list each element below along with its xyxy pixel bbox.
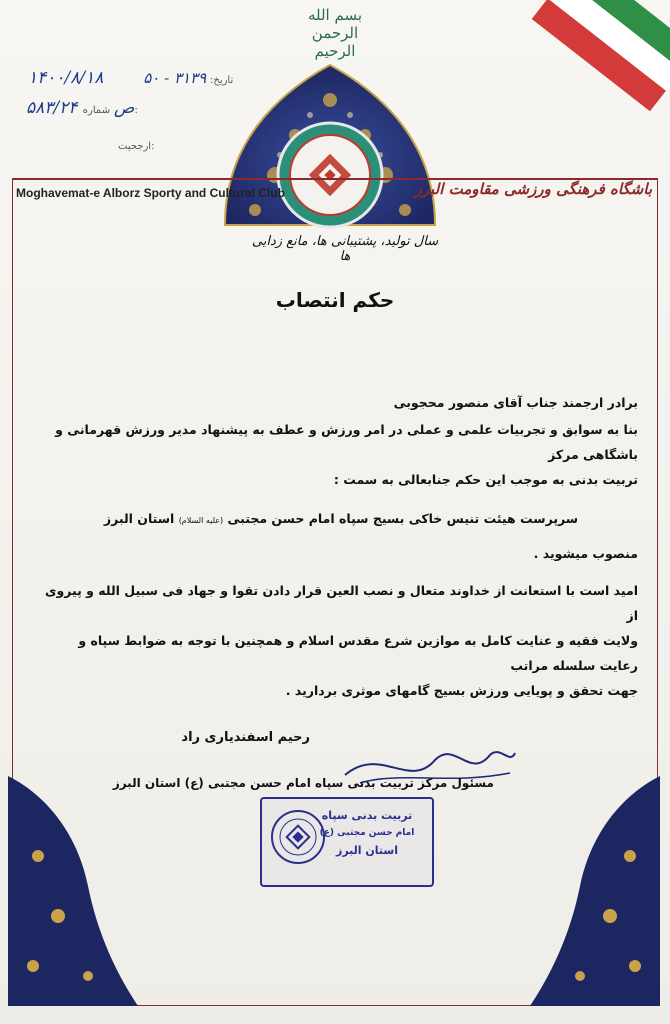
hope-line-1: امید است با استعانت از خداوند متعال و نصب العین قرار دادن تقوا و جهاد فی سبیل الله و پیروی از [45,583,638,623]
number-row [26,98,138,118]
club-name-persian: باشگاه فرهنگی ورزشی مقاومت البرز [414,180,652,198]
bismillah-calligraphy: بسم الله الرحمن الرحیم [307,6,363,60]
addressee: برادر ارجمند جناب آقای منصور محجوبی [393,395,638,410]
attachment-row [118,138,154,152]
club-name-english: Moghavemat-e Alborz Sporty and Cultural Club [16,186,285,200]
hope-line-3: جهت تحقق و پویایی ورزش بسیج گامهای موثری بردارید . [285,683,638,698]
official-stamp [260,797,434,887]
page-title: حکم انتصاب [275,288,395,312]
role-main: سرپرست هیئت تنیس خاکی بسیج سپاه امام حسن مجتبی [227,511,579,526]
number-label: شماره: [82,105,138,116]
paragraph-1b: تربیت بدنی به موجب این حکم جنابعالی به سمت : [333,472,638,487]
iran-flag-icon [512,0,670,137]
date-row [28,68,233,88]
paragraph-1: بنا به سوابق و تجربیات علمی و عملی در امر ورزش و عطف به پیشنهاد مدیر ورزش قهرمانی و باشگاهی مرکز [55,422,638,462]
letter-body [44,390,638,703]
signer-title: مسئول مرکز تربیت بدنی سپاه امام حسن مجتبی (ع) استان البرز [112,776,494,790]
year-slogan: سال تولید، پشتیبانی ها، مانع زدایی ها [251,234,439,264]
signer-name: رحیم اسفندیاری راد [181,730,310,745]
stamp-text [312,809,422,857]
date-label: تاریخ: [210,75,234,86]
number-value: ۵۸۳/۲۴ ص [26,98,135,118]
role-province: استان البرز [103,511,175,526]
attachment-label: ارجحیت: [118,141,155,152]
stamp-line-1: تربیت بدنی سپاه [321,809,413,822]
number-prefix: ۳۱۳۹ - ۵۰ [143,69,207,87]
appointment-role [44,506,638,533]
stamp-line-2: امام حسن مجتبی (ع) [319,828,415,838]
date-value: ۱۴۰۰/۸/۱۸ [28,68,104,88]
appointed-line: منصوب میشوید . [533,546,638,561]
corner-ornament-left-icon [8,776,138,1006]
hope-line-2: ولایت فقیه و عنایت کامل به موازین شرع مقدس اسلام و همچنین با توجه به ضوابط سپاه و رعایت سلسله مراتب [78,633,638,673]
role-honorific: (علیه السلام) [178,516,224,525]
stamp-line-3: استان البرز [336,844,398,857]
corner-ornament-right-icon [530,776,660,1006]
